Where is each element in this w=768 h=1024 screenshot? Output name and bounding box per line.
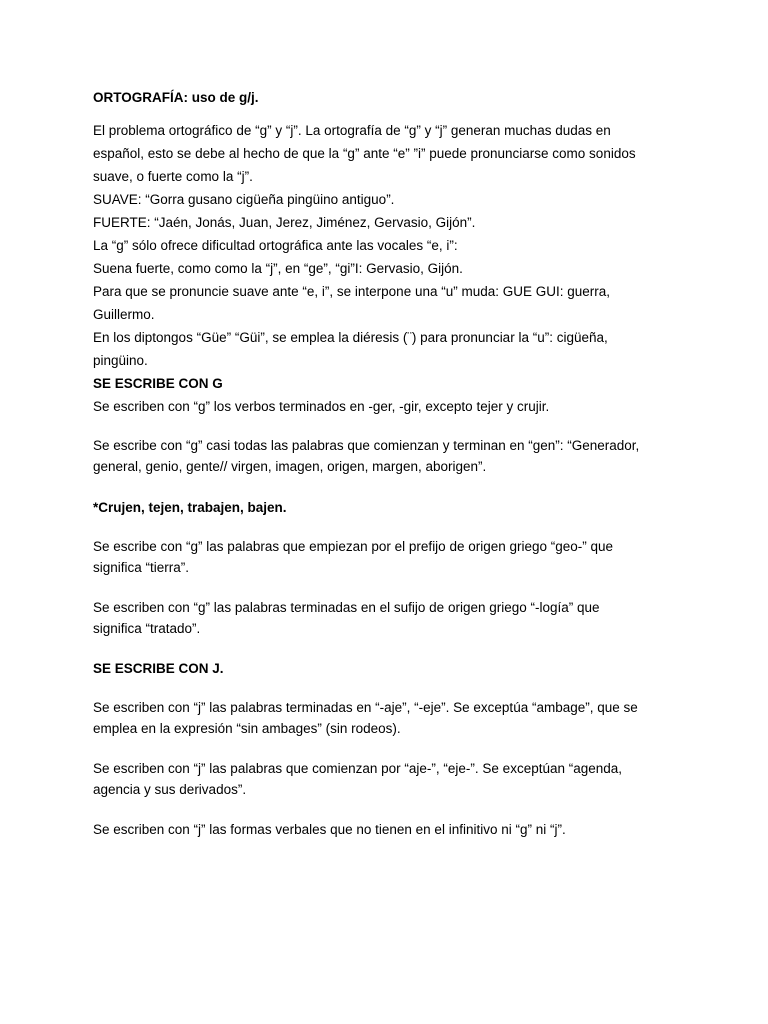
rule-line: significa “tierra”. — [93, 560, 190, 575]
rule-line: emplea en la expresión “sin ambages” (sin rodeos). — [93, 721, 401, 736]
intro-line: suave, o fuerte como la “j”. — [93, 169, 253, 184]
intro-line: El problema ortográfico de “g” y “j”. La ortografía de “g” y “j” generan muchas dudas en — [93, 123, 611, 138]
intro-line: La “g” sólo ofrece dificultad ortográfica ante las vocales “e, i”: — [93, 238, 458, 253]
rule-line: significa “tratado”. — [93, 621, 201, 636]
document-title: ORTOGRAFÍA: uso de g/j. — [93, 90, 259, 105]
intro-line: FUERTE: “Jaén, Jonás, Juan, Jerez, Jiménez, Gervasio, Gijón”. — [93, 215, 476, 230]
rule-g2-paragraph — [93, 435, 683, 477]
heading-j-block — [93, 658, 683, 679]
rule-line: Se escriben con “j” las formas verbales que no tienen en el infinitivo ni “g” ni “j”. — [93, 822, 566, 837]
examples-bold: *Crujen, tejen, trabajen, bajen. — [93, 500, 287, 515]
heading-j: SE ESCRIBE CON J. — [93, 661, 224, 676]
intro-line: En los diptongos “Güe” “Güi”, se emplea la diéresis (¨) para pronunciar la “u”: cigüeña, — [93, 330, 608, 345]
intro-line: español, esto se debe al hecho de que la “g” ante “e” ”i” puede pronunciarse como sonidos — [93, 146, 636, 161]
rule-j3-paragraph — [93, 819, 683, 840]
rule-line: Se escriben con “j” las palabras que comienzan por “aje-”, “eje-”. Se exceptúan “agenda, — [93, 761, 623, 776]
rule-line: Se escriben con “j” las palabras terminadas en “-aje”, “-eje”. Se exceptúa “ambage”, que se — [93, 700, 638, 715]
intro-paragraph — [93, 119, 683, 418]
rule-j2-paragraph — [93, 758, 683, 800]
heading-g: SE ESCRIBE CON G — [93, 376, 223, 391]
rule-line: Se escriben con “g” las palabras terminadas en el sufijo de origen griego “-logía” que — [93, 600, 600, 615]
rule-j1-paragraph — [93, 697, 683, 739]
intro-line: Para que se pronuncie suave ante “e, i”, se interpone una “u” muda: GUE GUI: guerra, — [93, 284, 611, 299]
rule-g3-paragraph — [93, 536, 683, 578]
rule-line: general, genio, gente// virgen, imagen, origen, margen, aborigen”. — [93, 459, 487, 474]
rule-g4-paragraph — [93, 597, 683, 639]
intro-line: pingüino. — [93, 353, 148, 368]
rule-line: Se escribe con “g” casi todas las palabras que comienzan y terminan en “gen”: “Generador, — [93, 438, 640, 453]
document-title-block — [93, 86, 683, 109]
rule-g1: Se escriben con “g” los verbos terminados en -ger, -gir, excepto tejer y crujir. — [93, 399, 550, 414]
intro-line: Suena fuerte, como como la “j”, en “ge”, “gi”I: Gervasio, Gijón. — [93, 261, 463, 276]
intro-line: SUAVE: “Gorra gusano cigüeña pingüino antiguo”. — [93, 192, 395, 207]
rule-line: Se escribe con “g” las palabras que empiezan por el prefijo de origen griego “geo-” que — [93, 539, 614, 554]
intro-line: Guillermo. — [93, 307, 155, 322]
rule-line: agencia y sus derivados”. — [93, 782, 247, 797]
examples-paragraph — [93, 497, 683, 518]
